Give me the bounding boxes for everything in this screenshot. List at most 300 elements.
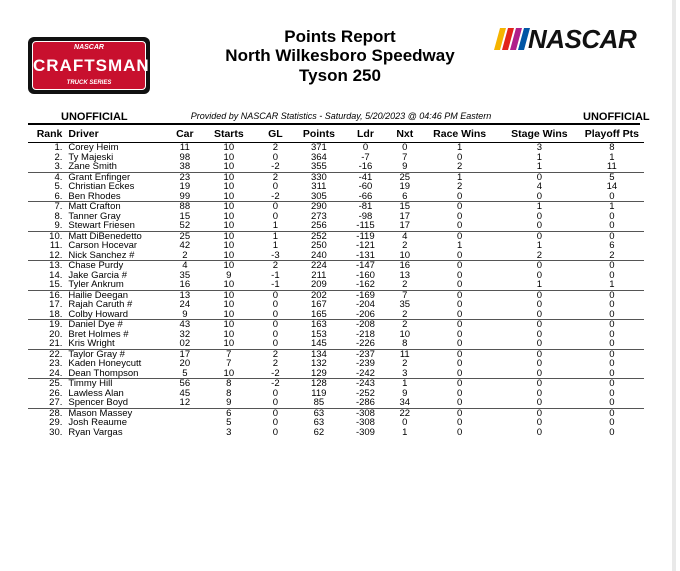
driver-cell: Colby Howard xyxy=(68,308,129,320)
car-cell: 11 xyxy=(179,142,190,153)
driver-cell: Corey Heim xyxy=(68,142,119,153)
driver-cell: Kris Wright xyxy=(68,338,115,349)
ldr-cell: -226 xyxy=(355,338,375,349)
ldr-cell: -206 xyxy=(355,308,375,320)
points-cell: 371 xyxy=(310,142,327,153)
points-cell: 167 xyxy=(310,299,327,310)
rank-cell: 8. xyxy=(54,210,63,222)
table-row xyxy=(28,310,644,320)
race-wins-cell: 0 xyxy=(457,328,463,340)
starts-cell: 8 xyxy=(226,387,232,399)
points-cell: 250 xyxy=(310,240,327,251)
playoff-pts-cell: 0 xyxy=(609,358,615,369)
table-row xyxy=(28,261,644,271)
starts-cell: 9 xyxy=(226,397,232,408)
rank-cell: 21. xyxy=(49,338,63,349)
starts-cell: 6 xyxy=(203,408,255,418)
stage-wins-cell: 0 xyxy=(536,426,542,438)
rank-cell: 14. xyxy=(49,269,63,281)
nxt-cell: 6 xyxy=(402,190,408,202)
rank-cell: 7. xyxy=(28,202,68,212)
rank-cell: 4. xyxy=(28,172,68,182)
race-wins-cell: 0 xyxy=(420,231,499,241)
race-wins-cell: 1 xyxy=(420,172,499,182)
rank-cell: 1. xyxy=(54,142,63,153)
starts-cell: 3 xyxy=(226,426,232,438)
stage-wins-cell: 0 xyxy=(536,269,542,281)
driver-cell: Matt Crafton xyxy=(68,202,166,212)
playoff-pts-cell: 0 xyxy=(609,426,615,438)
nxt-cell: 15 xyxy=(389,202,420,212)
table-row xyxy=(28,192,644,202)
rank-cell: 11. xyxy=(49,240,63,251)
car-cell: 38 xyxy=(179,161,191,172)
gl-cell: 1 xyxy=(272,220,279,231)
gl-cell: -2 xyxy=(271,190,280,202)
rank-cell: 29. xyxy=(49,417,63,428)
starts-cell: 10 xyxy=(223,151,235,163)
points-cell: 165 xyxy=(310,308,327,320)
table-row xyxy=(28,143,644,153)
ldr-cell: -208 xyxy=(342,320,390,330)
rank-cell: 13. xyxy=(28,261,68,271)
car-cell: 12 xyxy=(179,397,191,408)
car-cell: 35 xyxy=(179,269,191,281)
gl-cell: 0 xyxy=(272,308,279,320)
driver-cell: Lawless Alan xyxy=(68,387,124,399)
driver-cell: Taylor Gray # xyxy=(68,349,166,359)
starts-cell: 10 xyxy=(223,338,235,349)
nxt-cell: 2 xyxy=(402,358,408,369)
playoff-pts-cell: 0 xyxy=(580,379,644,389)
race-wins-cell: 0 xyxy=(457,249,463,261)
ldr-cell: -309 xyxy=(355,426,375,438)
points-cell: 311 xyxy=(311,181,327,192)
stage-wins-cell: 0 xyxy=(499,261,580,271)
points-cell: 290 xyxy=(296,202,342,212)
col-stage-wins: Stage Wins xyxy=(499,126,580,143)
car-cell: 20 xyxy=(179,358,191,369)
gl-cell: 0 xyxy=(255,202,296,212)
race-name: Tyson 250 xyxy=(299,66,381,85)
starts-cell: 10 xyxy=(223,142,235,153)
race-wins-cell: 2 xyxy=(457,181,463,192)
table-row xyxy=(28,339,644,349)
car-cell: 99 xyxy=(179,190,191,202)
playoff-pts-cell: 0 xyxy=(609,210,615,222)
driver-cell: Bret Holmes # xyxy=(68,328,129,340)
driver-cell: Ty Majeski xyxy=(68,151,114,163)
starts-cell: 9 xyxy=(226,269,232,281)
driver-cell: Ben Rhodes xyxy=(68,190,121,202)
starts-cell: 7 xyxy=(203,349,255,359)
car-cell: 5 xyxy=(182,367,188,379)
nxt-cell: 17 xyxy=(399,210,411,222)
nxt-cell: 7 xyxy=(402,151,408,163)
playoff-pts-cell: 0 xyxy=(609,220,615,231)
nxt-cell: 16 xyxy=(389,261,420,271)
rank-cell: 26. xyxy=(49,387,63,399)
playoff-pts-cell: 14 xyxy=(606,181,618,192)
stage-wins-cell: 0 xyxy=(536,387,542,399)
nxt-cell: 0 xyxy=(402,417,408,428)
rank-cell: 30. xyxy=(49,426,63,438)
starts-cell: 7 xyxy=(226,358,232,369)
nxt-cell: 19 xyxy=(399,181,411,192)
car-cell: 43 xyxy=(167,320,203,330)
table-row xyxy=(28,320,644,330)
col-starts: Starts xyxy=(203,126,255,143)
points-cell: 63 xyxy=(296,408,342,418)
gl-cell: 0 xyxy=(255,290,296,300)
starts-cell: 10 xyxy=(203,202,255,212)
race-wins-cell: 0 xyxy=(457,387,463,399)
stage-wins-cell: 0 xyxy=(536,308,542,320)
ldr-cell: -162 xyxy=(355,279,375,290)
points-cell: 256 xyxy=(310,220,327,231)
nxt-cell: 10 xyxy=(399,328,411,340)
ldr-cell: -242 xyxy=(355,367,375,379)
playoff-pts-cell: 0 xyxy=(609,308,615,320)
driver-cell: Timmy Hill xyxy=(68,379,166,389)
table-row xyxy=(28,251,644,261)
nxt-cell: 1 xyxy=(402,426,408,438)
gl-cell: -1 xyxy=(271,279,280,290)
driver-cell: Nick Sanchez # xyxy=(68,249,135,261)
rank-cell: 23. xyxy=(49,358,63,369)
ldr-cell: -308 xyxy=(342,408,390,418)
logo-truck-series-text: TRUCK SERIES xyxy=(66,80,112,86)
car-cell: 32 xyxy=(179,328,191,340)
race-wins-cell: 0 xyxy=(457,220,463,231)
nxt-cell: 7 xyxy=(389,290,420,300)
race-wins-cell: 0 xyxy=(457,299,463,310)
starts-cell: 10 xyxy=(223,367,235,379)
points-cell: 163 xyxy=(296,320,342,330)
track-name: North Wilkesboro Speedway xyxy=(225,46,455,65)
playoff-pts-cell: 0 xyxy=(580,408,644,418)
gl-cell: 0 xyxy=(272,181,279,192)
ldr-cell: -239 xyxy=(355,358,375,369)
car-cell: 45 xyxy=(179,387,191,399)
ldr-cell: -218 xyxy=(355,328,375,340)
driver-cell: Stewart Friesen xyxy=(68,220,135,231)
nxt-cell: 2 xyxy=(402,308,408,320)
ldr-cell: -81 xyxy=(342,202,390,212)
stage-wins-cell: 1 xyxy=(536,279,542,290)
points-cell: 202 xyxy=(296,290,342,300)
driver-cell: Hailie Deegan xyxy=(68,290,166,300)
gl-cell: -2 xyxy=(271,367,280,379)
playoff-pts-cell: 0 xyxy=(609,190,615,202)
starts-cell: 10 xyxy=(223,210,235,222)
driver-cell: Daniel Dye # xyxy=(68,320,166,330)
car-cell: 56 xyxy=(167,379,203,389)
unofficial-label-left: UNOFFICIAL xyxy=(61,111,128,123)
points-cell: 355 xyxy=(310,161,327,172)
ldr-cell: -121 xyxy=(355,240,375,251)
race-wins-cell: 0 xyxy=(457,269,463,281)
car-cell: 4 xyxy=(167,261,203,271)
rank-cell: 22. xyxy=(28,349,68,359)
stage-wins-cell: 0 xyxy=(536,190,542,202)
stage-wins-cell: 2 xyxy=(536,249,542,261)
race-wins-cell: 0 xyxy=(420,379,499,389)
driver-cell: Chase Purdy xyxy=(68,261,166,271)
ldr-cell: -160 xyxy=(355,269,375,281)
col-driver: Driver xyxy=(68,126,166,143)
gl-cell: 1 xyxy=(255,231,296,241)
nxt-cell: 34 xyxy=(399,397,411,408)
starts-cell: 10 xyxy=(223,308,235,320)
stage-wins-cell: 4 xyxy=(536,181,542,192)
playoff-pts-cell: 0 xyxy=(580,349,644,359)
stage-wins-cell: 0 xyxy=(536,397,542,408)
table-row xyxy=(28,202,644,212)
rank-cell: 25. xyxy=(28,379,68,389)
stage-wins-cell: 1 xyxy=(536,240,542,251)
race-wins-cell: 0 xyxy=(457,358,463,369)
rank-cell: 19. xyxy=(28,320,68,330)
page-edge xyxy=(672,0,676,571)
points-cell: 119 xyxy=(311,387,327,399)
playoff-pts-cell: 11 xyxy=(606,161,617,172)
playoff-pts-cell: 6 xyxy=(609,240,615,251)
car-cell: 9 xyxy=(182,308,188,320)
rank-cell: 12. xyxy=(49,249,63,261)
table-row xyxy=(28,330,644,340)
col-race-wins: Race Wins xyxy=(420,126,499,143)
gl-cell: 0 xyxy=(272,338,279,349)
starts-cell: 10 xyxy=(223,161,235,172)
table-body xyxy=(28,143,644,438)
points-cell: 153 xyxy=(310,328,327,340)
standings-table xyxy=(28,126,644,437)
table-row xyxy=(28,162,644,172)
rank-cell: 2. xyxy=(54,151,63,163)
stage-wins-cell: 0 xyxy=(499,379,580,389)
starts-cell: 10 xyxy=(223,240,235,251)
playoff-pts-cell: 8 xyxy=(609,142,615,153)
starts-cell: 10 xyxy=(223,299,235,310)
gl-cell: -3 xyxy=(271,249,280,261)
driver-cell: Grant Enfinger xyxy=(68,172,166,182)
gl-cell: 0 xyxy=(272,151,279,163)
col-gl: GL xyxy=(255,126,296,143)
ldr-cell: -204 xyxy=(355,299,375,310)
gl-cell: -2 xyxy=(255,379,296,389)
driver-cell: Matt DiBenedetto xyxy=(68,231,166,241)
playoff-pts-cell: 0 xyxy=(580,290,644,300)
playoff-pts-cell: 0 xyxy=(609,417,615,428)
stage-wins-cell: 1 xyxy=(499,202,580,212)
gl-cell: 2 xyxy=(255,172,296,182)
stage-wins-cell: 0 xyxy=(499,408,580,418)
nascar-wordmark: NASCAR xyxy=(528,24,637,54)
driver-cell: Christian Eckes xyxy=(68,181,135,192)
points-cell: 211 xyxy=(311,269,327,281)
ldr-cell: -243 xyxy=(342,379,390,389)
col-playoff-pts: Playoff Pts xyxy=(580,126,644,143)
nxt-cell: 1 xyxy=(389,379,420,389)
rank-cell: 27. xyxy=(49,397,63,408)
logo-nascar-text: NASCAR xyxy=(74,44,104,51)
playoff-pts-cell: 0 xyxy=(609,328,615,340)
starts-cell: 10 xyxy=(203,261,255,271)
gl-cell: 0 xyxy=(255,408,296,418)
ldr-cell: -131 xyxy=(355,249,375,261)
points-cell: 134 xyxy=(296,349,342,359)
starts-cell: 10 xyxy=(223,328,235,340)
stage-wins-cell: 0 xyxy=(536,358,542,369)
nxt-cell: 2 xyxy=(402,240,408,251)
race-wins-cell: 1 xyxy=(457,240,463,251)
points-cell: 252 xyxy=(296,231,342,241)
car-cell xyxy=(167,428,203,438)
car-cell: 42 xyxy=(179,240,191,251)
gl-cell: -2 xyxy=(271,161,280,172)
gl-cell: 0 xyxy=(272,426,279,438)
points-cell: 145 xyxy=(310,338,327,349)
ldr-cell: -237 xyxy=(342,349,390,359)
table-row xyxy=(28,379,644,389)
unofficial-label-right: UNOFFICIAL xyxy=(583,111,650,123)
race-wins-cell: 0 xyxy=(457,151,463,163)
stage-wins-cell: 0 xyxy=(536,210,542,222)
rank-cell: 24. xyxy=(49,367,63,379)
car-cell: 52 xyxy=(179,220,191,231)
nxt-cell: 2 xyxy=(389,320,420,330)
ldr-cell: -41 xyxy=(342,172,390,182)
nxt-cell: 25 xyxy=(389,172,420,182)
gl-cell: 1 xyxy=(272,240,279,251)
driver-cell: Tyler Ankrum xyxy=(68,279,124,290)
ldr-cell: -308 xyxy=(355,417,375,428)
race-wins-cell: 1 xyxy=(457,142,463,153)
race-wins-cell: 0 xyxy=(420,408,499,418)
driver-cell: Carson Hocevar xyxy=(68,240,138,251)
car-cell: 19 xyxy=(179,181,191,192)
gl-cell: 2 xyxy=(255,349,296,359)
rank-cell: 15. xyxy=(49,279,63,290)
ldr-cell: -98 xyxy=(358,210,373,222)
col-points: Points xyxy=(296,126,342,143)
driver-cell: Kaden Honeycutt xyxy=(68,358,142,369)
points-cell: 330 xyxy=(296,172,342,182)
car-cell xyxy=(167,418,203,428)
col-ldr: Ldr xyxy=(342,126,390,143)
playoff-pts-cell: 0 xyxy=(609,338,615,349)
nxt-cell: 3 xyxy=(402,367,408,379)
ldr-cell: -119 xyxy=(342,231,390,241)
starts-cell: 10 xyxy=(223,279,235,290)
gl-cell: 2 xyxy=(272,358,279,369)
gl-cell: 0 xyxy=(272,387,279,399)
ldr-cell: -7 xyxy=(361,151,370,163)
playoff-pts-cell: 5 xyxy=(580,172,644,182)
ldr-cell: -252 xyxy=(355,387,375,399)
stage-wins-cell: 3 xyxy=(536,142,542,153)
stage-wins-cell: 0 xyxy=(499,349,580,359)
stage-wins-cell: 0 xyxy=(499,290,580,300)
starts-cell: 10 xyxy=(223,181,235,192)
table-row xyxy=(28,221,644,231)
race-wins-cell: 0 xyxy=(420,202,499,212)
points-cell: 63 xyxy=(313,417,325,428)
points-cell: 240 xyxy=(310,249,327,261)
driver-cell: Josh Reaume xyxy=(68,417,127,428)
points-cell: 209 xyxy=(310,279,327,290)
starts-cell: 8 xyxy=(203,379,255,389)
car-cell: 17 xyxy=(167,349,203,359)
table-row xyxy=(28,280,644,290)
logo-craftsman-text: CRAFTSMAN xyxy=(33,56,150,75)
table-header-row xyxy=(28,126,644,143)
gl-cell: 0 xyxy=(272,397,279,408)
race-wins-cell: 0 xyxy=(457,210,463,222)
car-cell: 24 xyxy=(179,299,191,310)
nxt-cell: 13 xyxy=(399,269,411,281)
driver-cell: Jake Garcia # xyxy=(68,269,127,281)
table-row xyxy=(28,398,644,408)
starts-cell: 10 xyxy=(203,172,255,182)
car-cell: 16 xyxy=(179,279,191,290)
playoff-pts-cell: 0 xyxy=(609,397,615,408)
stage-wins-cell: 0 xyxy=(499,231,580,241)
nxt-cell: 9 xyxy=(402,161,408,172)
race-wins-cell: 2 xyxy=(457,161,463,172)
driver-cell: Mason Massey xyxy=(68,408,166,418)
stage-wins-cell: 0 xyxy=(536,299,542,310)
race-wins-cell: 0 xyxy=(457,426,463,438)
ldr-cell: -115 xyxy=(356,220,375,231)
playoff-pts-cell: 1 xyxy=(580,202,644,212)
race-wins-cell: 0 xyxy=(420,290,499,300)
gl-cell: 2 xyxy=(255,261,296,271)
gl-cell: 0 xyxy=(272,210,279,222)
rank-cell: 17. xyxy=(49,299,63,310)
col-rank: Rank xyxy=(28,126,68,143)
col-nxt: Nxt xyxy=(389,126,420,143)
rank-cell: 9. xyxy=(54,220,63,231)
stage-wins-cell: 1 xyxy=(536,151,542,163)
starts-cell: 10 xyxy=(203,320,255,330)
playoff-pts-cell: 0 xyxy=(609,387,615,399)
car-cell: 15 xyxy=(179,210,191,222)
ldr-cell: -147 xyxy=(342,261,390,271)
gl-cell: 0 xyxy=(272,299,279,310)
nxt-cell: 10 xyxy=(399,249,411,261)
race-wins-cell: 0 xyxy=(457,397,463,408)
stage-wins-cell: 0 xyxy=(499,172,580,182)
driver-cell: Ryan Vargas xyxy=(68,426,123,438)
stage-wins-cell: 0 xyxy=(536,367,542,379)
starts-cell: 10 xyxy=(203,290,255,300)
stage-wins-cell: 0 xyxy=(536,338,542,349)
ldr-cell: -66 xyxy=(358,190,373,202)
stage-wins-cell: 0 xyxy=(536,328,542,340)
nxt-cell: 35 xyxy=(399,299,411,310)
nxt-cell: 17 xyxy=(399,220,411,231)
race-wins-cell: 0 xyxy=(457,190,463,202)
driver-cell: Dean Thompson xyxy=(68,367,139,379)
points-cell: 129 xyxy=(310,367,327,379)
stage-wins-cell: 0 xyxy=(536,220,542,231)
race-wins-cell: 0 xyxy=(420,261,499,271)
race-wins-cell: 0 xyxy=(420,320,499,330)
car-cell: 25 xyxy=(167,231,203,241)
col-car: Car xyxy=(167,126,203,143)
